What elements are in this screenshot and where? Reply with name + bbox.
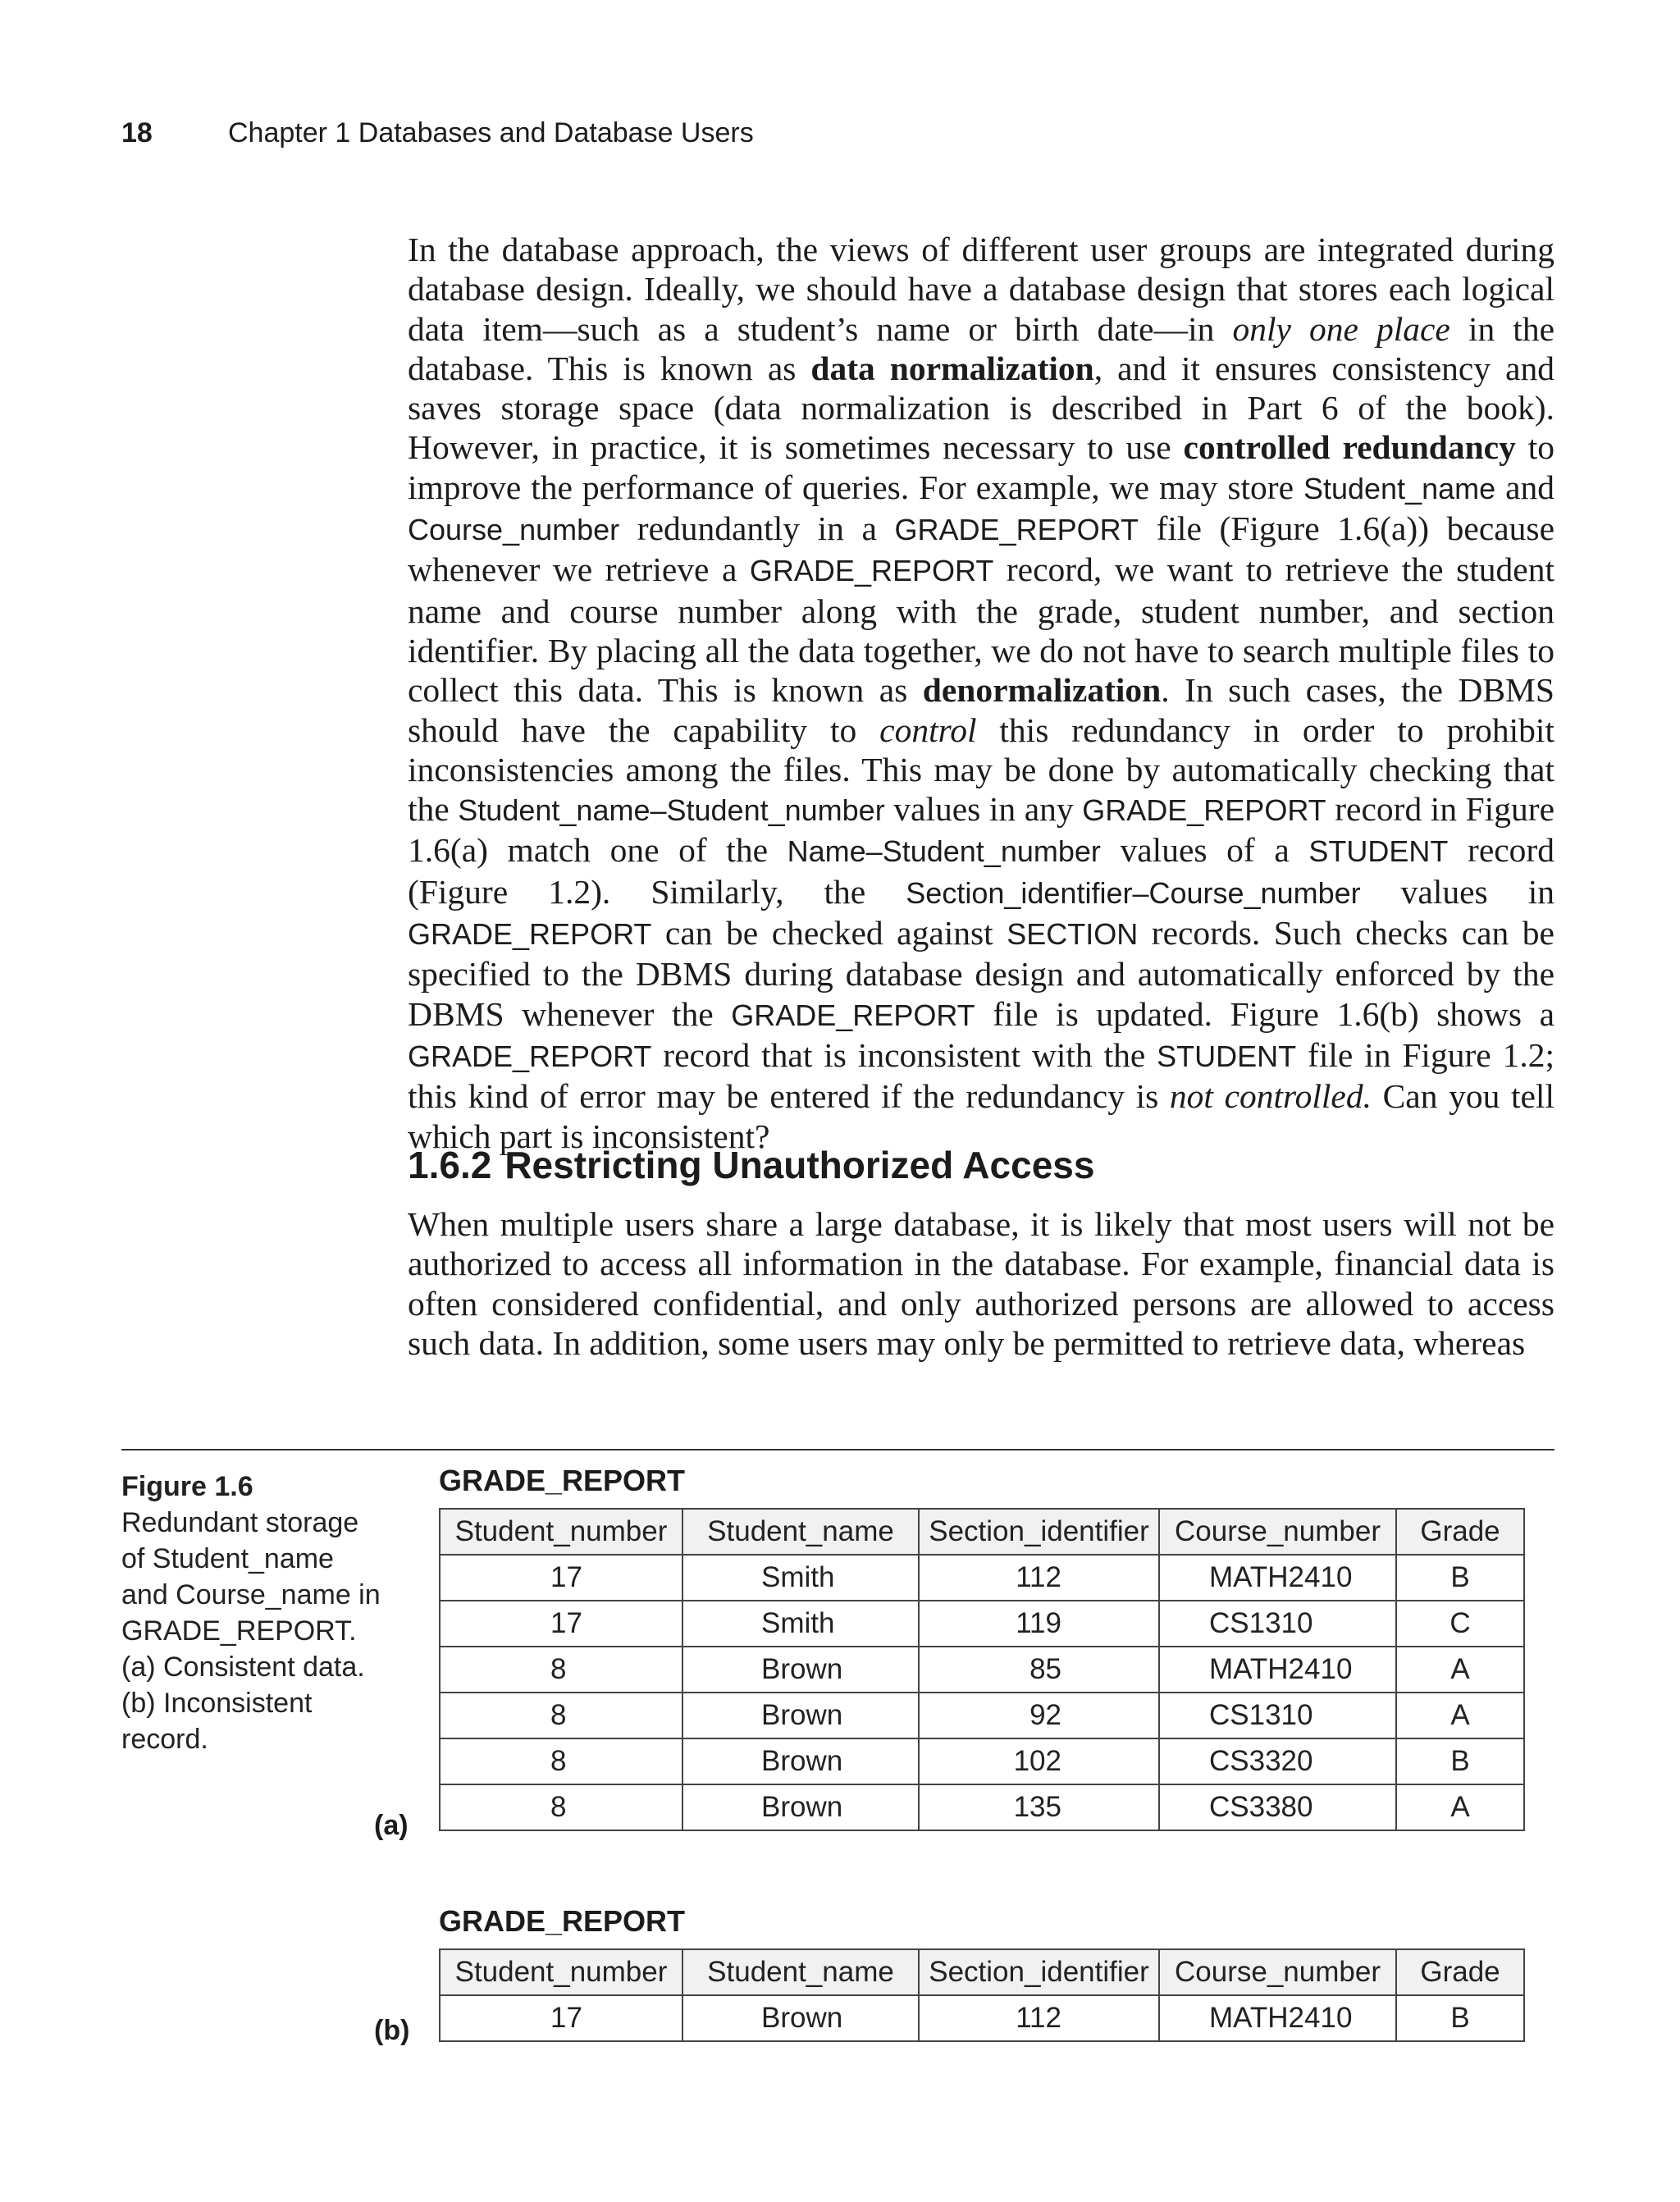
cell-grade: B [1396, 1555, 1524, 1601]
cell-student-name: Brown [682, 1647, 919, 1693]
cell-student-name: Brown [682, 1784, 919, 1830]
figure-caption: Figure 1.6 Redundant storage of Student_name and Course_name in GRADE_REPORT. (a) Consistent data. (b) Inconsistent record. [121, 1469, 392, 1757]
cell-student-number: 17 [440, 1555, 682, 1601]
cell-student-number: 17 [440, 1995, 682, 2041]
column-header: Section_identifier [919, 1949, 1159, 1995]
term-denormalization: denormalization [922, 671, 1162, 710]
body-paragraph-access: When multiple users share a large database, it is likely that most users will not be authorized to access all information in the database. For example, financial data is often considered confidential, and only authorized persons are allowed to access such data. In addition, some users may only be permitted to retrieve data, whereas [408, 1205, 1554, 1362]
column-header: Student_name [682, 1949, 919, 1995]
term-data-normalization: data normalization [810, 349, 1094, 387]
table-b-label: (b) [374, 2015, 410, 2046]
grade-report-table-a [439, 1508, 1525, 1831]
cell-student-number: 8 [440, 1693, 682, 1738]
table-a-title: GRADE_REPORT [439, 1464, 686, 1497]
cell-course-number: MATH2410 [1159, 1647, 1396, 1693]
cell-course-number: CS1310 [1159, 1693, 1396, 1738]
cell-grade: C [1396, 1601, 1524, 1647]
cell-section-identifier: 119 [919, 1601, 1159, 1647]
table-header-row [440, 1949, 1524, 1995]
cell-course-number: MATH2410 [1159, 1995, 1396, 2041]
cell-student-number: 8 [440, 1738, 682, 1784]
cell-course-number: CS1310 [1159, 1601, 1396, 1647]
cell-student-number: 8 [440, 1647, 682, 1693]
column-header: Grade [1396, 1949, 1524, 1995]
cell-grade: B [1396, 1738, 1524, 1784]
table-row [440, 1647, 1524, 1693]
cell-course-number: CS3380 [1159, 1784, 1396, 1830]
cell-grade: A [1396, 1784, 1524, 1830]
section-title: Restricting Unauthorized Access [504, 1144, 1095, 1186]
table-row [440, 1555, 1524, 1601]
cell-student-name: Smith [682, 1601, 919, 1647]
chapter-title: Chapter 1 Databases and Database Users [228, 117, 754, 148]
table-a-label: (a) [374, 1810, 409, 1841]
column-header: Course_number [1159, 1509, 1396, 1555]
cell-grade: B [1396, 1995, 1524, 2041]
figure-label: Figure 1.6 [121, 1471, 253, 1502]
cell-student-number: 8 [440, 1784, 682, 1830]
cell-student-name: Smith [682, 1555, 919, 1601]
table-header-row [440, 1509, 1524, 1555]
cell-section-identifier: 112 [919, 1555, 1159, 1601]
cell-student-name: Brown [682, 1738, 919, 1784]
column-header: Student_number [440, 1509, 682, 1555]
column-header: Student_number [440, 1949, 682, 1995]
table-row [440, 1784, 1524, 1830]
cell-section-identifier: 112 [919, 1995, 1159, 2041]
section-number: 1.6.2 [408, 1144, 492, 1186]
cell-section-identifier: 135 [919, 1784, 1159, 1830]
cell-student-name: Brown [682, 1693, 919, 1738]
cell-section-identifier: 102 [919, 1738, 1159, 1784]
figure-divider [121, 1449, 1554, 1450]
table-row [440, 1738, 1524, 1784]
page-number: 18 [121, 117, 153, 148]
cell-course-number: MATH2410 [1159, 1555, 1396, 1601]
column-header: Section_identifier [919, 1509, 1159, 1555]
body-paragraph-normalization: In the database approach, the views of different user groups are integrated during database design. Ideally, we should have a database design that stores each logical data item—such as a student’s name or birth date—in only one place in the database. This is known as data normalization, and it ensures consistency and saves storage space (data normalization is described in Part 6 of the book). However, in practice, it is sometimes necessary to use controlled redundancy to improve the performance of queries. For example, we may store Student_name and Course_number redundantly in a GRADE_REPORT file (Figure 1.6(a)) because whenever we retrieve a GRADE_REPORT record, we want to retrieve the student name and course number along with the grade, student number, and section identifier. By placing all the data together, we do not have to search multiple files to collect this data. This is known as denormalization. In such cases, the DBMS should have the capability to control this redundancy in order to prohibit inconsistencies among the files. This may be done by automatically checking that the Student_name–Student_number values in any GRADE_REPORT record in Figure 1.6(a) match one of the Name–Student_number values of a STUDENT record (Figure 1.2). Similarly, the Section_identifier–Course_number values in GRADE_REPORT can be checked against SECTION records. Such checks can be specified to the DBMS during database design and automatically enforced by the DBMS whenever the GRADE_REPORT file is updated. Figure 1.6(b) shows a GRADE_REPORT record that is inconsistent with the STUDENT file in Figure 1.2; this kind of error may be entered if the redundancy is not controlled. Can you tell which part is inconsistent? [408, 231, 1555, 1155]
cell-course-number: CS3320 [1159, 1738, 1396, 1784]
cell-grade: A [1396, 1693, 1524, 1738]
table-row [440, 1693, 1524, 1738]
table-row [440, 1601, 1524, 1647]
grade-report-table-b [439, 1948, 1525, 2042]
cell-section-identifier: 92 [919, 1693, 1159, 1738]
emphasis: only one place [1232, 309, 1450, 348]
table-b-title: GRADE_REPORT [439, 1904, 686, 1938]
cell-student-number: 17 [440, 1601, 682, 1647]
running-header [121, 117, 754, 149]
cell-section-identifier: 85 [919, 1647, 1159, 1693]
section-heading [408, 1143, 1554, 1187]
term-controlled-redundancy: controlled redundancy [1183, 428, 1516, 467]
column-header: Grade [1396, 1509, 1524, 1555]
cell-grade: A [1396, 1647, 1524, 1693]
table-row [440, 1995, 1524, 2041]
column-header: Course_number [1159, 1949, 1396, 1995]
cell-student-name: Brown [682, 1995, 919, 2041]
column-header: Student_name [682, 1509, 919, 1555]
